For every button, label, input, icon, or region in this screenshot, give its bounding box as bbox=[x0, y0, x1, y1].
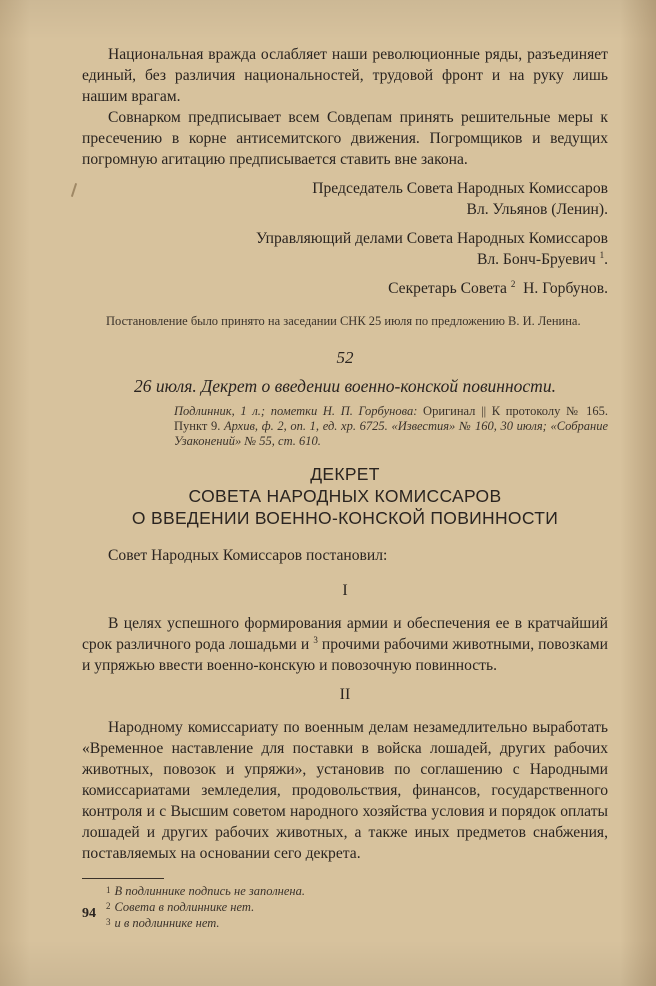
section-1-number: I bbox=[342, 582, 348, 599]
signature-3-name: Н. Горбунов. bbox=[523, 280, 608, 297]
document-title: 26 июля. Декрет о введении военно-конской повинности. bbox=[134, 376, 556, 396]
text-column bbox=[82, 44, 608, 931]
page-number: 94 bbox=[82, 906, 96, 921]
section-2-text: Народному комиссариату по военным делам незамедлительно выработать «Временное наставление для поставки в войска лошадей, других рабочих животных, повозок и упряжи», установив по соглашению с Народными комиссариатами земледелия, продовольствия, финансов, государственного контроля и с Высшим советом народного хозяйства условия и порядок оплаты лошадей и других рабочих животных, а также иных предметов снабжения, поставляемых на основании сего декрета. bbox=[82, 719, 608, 862]
footnote-ref-2: 2 bbox=[510, 278, 516, 289]
section-1-text bbox=[82, 613, 608, 676]
footnote-2-number: 2 bbox=[106, 901, 111, 911]
signature-2-name: Вл. Бонч-Бруевич bbox=[476, 251, 596, 268]
source-a: Подлинник, 1 л.; пометки Н. П. Горбунова: bbox=[174, 404, 418, 418]
heading-decree: ДЕКРЕТ bbox=[310, 464, 380, 484]
editorial-note: Постановление было принято на заседании СНК 25 июля по предложению В. И. Ленина. bbox=[106, 314, 581, 328]
signature-1-name: Вл. Ульянов (Ленин). bbox=[466, 201, 608, 218]
footnote-2-text: Совета в подлиннике нет. bbox=[114, 900, 255, 914]
section-1-text-b: прочими рабочими животными, повозками и упряжью ввести военно-конскую и повозочную повинность. bbox=[82, 636, 608, 674]
signature-2: Вл. Бонч-Бруевич $^1$. bbox=[476, 249, 608, 268]
source-d: «Известия» № 160, 30 июля; «Собрание Узаконений» № 55, ст. 610. bbox=[174, 419, 609, 448]
signature-2-title: Управляющий делами Совета Народных Комиссаров bbox=[255, 230, 608, 247]
section-1-text-a: В целях успешного формирования армии и обеспечения ее в кратчайший срок различного рода лошадьми и bbox=[82, 615, 608, 653]
footnote-1-text: В подлиннике подпись не заполнена. bbox=[114, 884, 305, 898]
section-2-number: II bbox=[339, 686, 351, 703]
heading-subject: О ВВЕДЕНИИ ВОЕННО-КОНСКОЙ ПОВИННОСТИ bbox=[131, 508, 559, 528]
footnote-1 bbox=[106, 883, 608, 899]
margin-mark bbox=[71, 183, 77, 197]
footnote-rule bbox=[82, 878, 164, 879]
paragraph-1: Национальная вражда ослабляет наши революционные ряды, разъединяет единый, без различия национальностей, трудовой фронт и на руку лишь нашим врагам. bbox=[82, 46, 608, 105]
footnote-ref-1: 1 bbox=[599, 249, 605, 260]
signature-3 bbox=[82, 278, 608, 299]
heading-council: СОВЕТА НАРОДНЫХ КОМИССАРОВ bbox=[188, 486, 502, 506]
footnote-2 bbox=[106, 899, 608, 915]
footnote-1-number: 1 bbox=[106, 885, 111, 895]
footnote-ref-3: 3 bbox=[313, 634, 318, 645]
footnote-3 bbox=[106, 915, 608, 931]
preamble: Совет Народных Комиссаров постановил: bbox=[108, 547, 388, 564]
source-b: Оригинал || К протоколу № 165. Пункт 9. bbox=[174, 404, 608, 433]
signature-1-title: Председатель Совета Народных Комиссаров bbox=[312, 180, 608, 197]
document-number: 52 bbox=[336, 348, 354, 367]
source-reference bbox=[174, 404, 608, 449]
signature-3-title: Секретарь Совета bbox=[388, 280, 507, 297]
source-c: Архив, ф. 2, оп. 1, ед. хр. 6725. bbox=[224, 419, 388, 433]
footnote-3-number: 3 bbox=[106, 917, 111, 927]
footnote-3-text: и в подлиннике нет. bbox=[114, 916, 220, 930]
paragraph-2: Совнарком предписывает всем Совдепам принять решительные меры к пресечению в корне антисемитского движения. Погромщиков и ведущих погромную агитацию предписывается ставить вне закона. bbox=[82, 109, 608, 168]
